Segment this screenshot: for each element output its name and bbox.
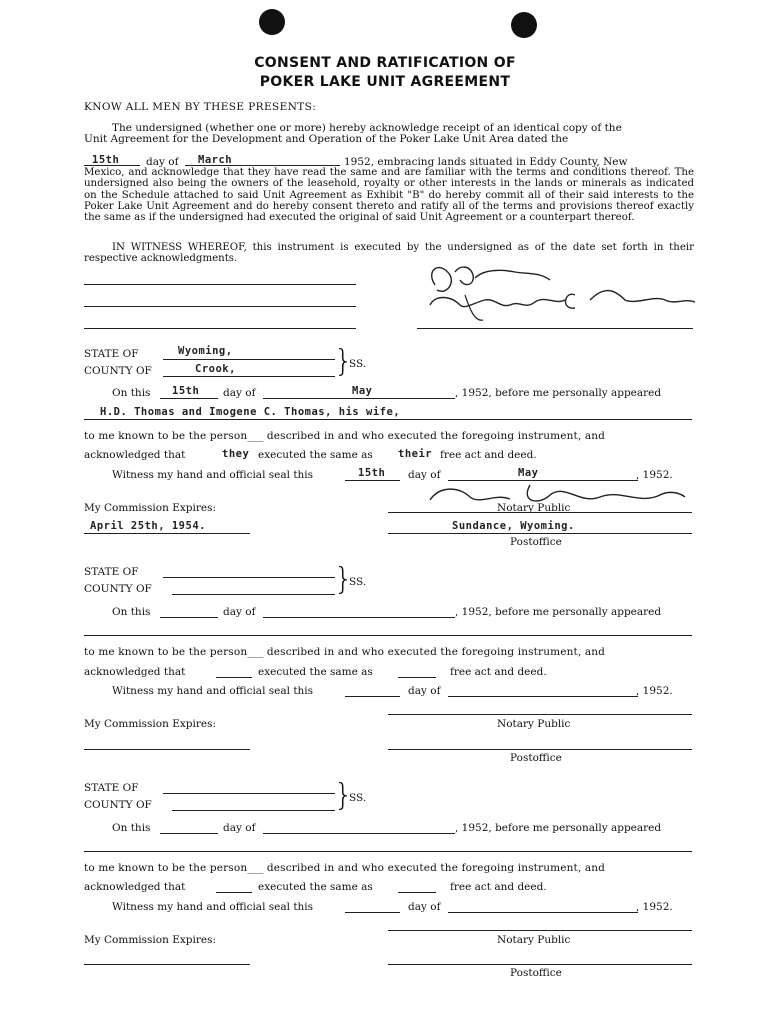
- para1-line1: The undersigned (whether one or more) hereby acknowledge receipt of an identical copy of the: [112, 122, 622, 134]
- ack2-on-this: On this: [112, 606, 151, 618]
- para1-line2: Unit Agreement for the Development and Operation of the Poker Lake Unit Area dated the: [84, 133, 569, 145]
- ack1-executed-same: executed the same as: [258, 449, 373, 461]
- ack2-commission: My Commission Expires:: [84, 718, 217, 730]
- ack3-county-label: COUNTY OF: [84, 799, 152, 811]
- ack3-appeared: , 1952, before me personally appeared: [455, 822, 662, 834]
- ack2-state-label: STATE OF: [84, 566, 139, 578]
- ack3-state-label: STATE OF: [84, 782, 139, 794]
- ack1-county-label: COUNTY OF: [84, 365, 152, 377]
- punch-hole-left: [259, 9, 285, 35]
- ack1-state-label: STATE OF: [84, 348, 139, 360]
- ack2-year-end: , 1952.: [636, 685, 673, 697]
- ack1-month: May: [352, 385, 373, 397]
- ack3-day-of: day of: [223, 822, 256, 834]
- signature-hd-thomas: [415, 250, 715, 325]
- ack2-executed-same: executed the same as: [258, 666, 373, 678]
- ack2-witness-hand: Witness my hand and official seal this: [112, 685, 314, 697]
- ack3-acknowledged: acknowledged that: [84, 881, 186, 893]
- ack1-they: they: [222, 448, 250, 460]
- ack1-day-of: day of: [223, 387, 256, 399]
- witness-paragraph: IN WITNESS WHEREOF, this instrument is executed by the undersigned as of the date set forth in their respective acknowledgments.: [84, 242, 694, 265]
- ack3-witness-hand: Witness my hand and official seal this: [112, 901, 314, 913]
- ack2-notary: Notary Public: [497, 718, 571, 730]
- punch-hole-right: [511, 12, 537, 38]
- ack2-appeared: , 1952, before me personally appeared: [455, 606, 662, 618]
- ack1-day: 15th: [172, 385, 200, 397]
- document-title-line2: POKER LAKE UNIT AGREEMENT: [259, 74, 511, 90]
- ack3-ss: SS.: [349, 792, 367, 804]
- know-all-men: KNOW ALL MEN BY THESE PRESENTS:: [84, 101, 317, 113]
- ack1-postoffice-label: Postoffice: [510, 536, 562, 548]
- ack1-postoffice: Sundance, Wyoming.: [452, 520, 575, 532]
- ack1-seal-month: May: [518, 467, 539, 479]
- ack1-witness-hand: Witness my hand and official seal this: [112, 469, 314, 481]
- ack2-seal-day-of: day of: [408, 685, 441, 697]
- ack1-persons: H.D. Thomas and Imogene C. Thomas, his wife,: [100, 406, 401, 418]
- ack3-brace: }: [334, 778, 354, 813]
- ack1-acknowledged: acknowledged that: [84, 449, 186, 461]
- para1-line3-first: 1952, embracing lands situated in Eddy County, New: [344, 156, 628, 168]
- ack1-known-line: to me known to be the person___ described in and who executed the foregoing instrument, and: [84, 430, 606, 442]
- ack2-free-act: free act and deed.: [450, 666, 547, 678]
- ack1-free-act: free act and deed.: [440, 449, 537, 461]
- ack1-state: Wyoming,: [178, 345, 233, 357]
- ack3-free-act: free act and deed.: [450, 881, 547, 893]
- ack2-known-line: to me known to be the person___ described in and who executed the foregoing instrument, and: [84, 646, 606, 658]
- ack1-year-end: , 1952.: [636, 469, 673, 481]
- ack2-ss: SS.: [349, 576, 367, 588]
- agreement-day: 15th: [92, 154, 120, 166]
- ack1-their: their: [398, 448, 433, 460]
- ack2-postoffice-label: Postoffice: [510, 752, 562, 764]
- ack2-brace: }: [334, 562, 354, 597]
- day-of-label: day of: [146, 156, 179, 168]
- ack1-brace: }: [334, 344, 354, 379]
- document-title-line1: CONSENT AND RATIFICATION OF: [254, 55, 516, 71]
- ack3-seal-day-of: day of: [408, 901, 441, 913]
- ack3-known-line: to me known to be the person___ described in and who executed the foregoing instrument, and: [84, 862, 606, 874]
- agreement-month: March: [198, 154, 233, 166]
- ack3-postoffice-label: Postoffice: [510, 967, 562, 979]
- ack1-expires: April 25th, 1954.: [90, 520, 206, 532]
- ack1-seal-day-of: day of: [408, 469, 441, 481]
- ack1-seal-day: 15th: [358, 467, 386, 479]
- ack1-on-this: On this: [112, 387, 151, 399]
- para1-body: Mexico, and acknowledge that they have read the same and are familiar with the terms and conditions thereof. The undersigned also being the owners of the leasehold, royalty or other interests in the lands or minerals as indicated on the Schedule attached to said Unit Agreement as Exhibit "B" do hereby commit all of their said interests to the Poker Lake Unit Agreement and do hereby consent thereto and ratify all of the terms and provisions thereof exactly the same as if the undersigned had executed the original of said Unit Agreement or a counterpart thereof.: [84, 167, 694, 224]
- ack1-county: Crook,: [195, 363, 236, 375]
- ack1-ss: SS.: [349, 358, 367, 370]
- ack1-appeared: , 1952, before me personally appeared: [455, 387, 662, 399]
- ack1-notary: Notary Public: [497, 502, 571, 514]
- ack3-year-end: , 1952.: [636, 901, 673, 913]
- ack3-notary: Notary Public: [497, 934, 571, 946]
- ack2-acknowledged: acknowledged that: [84, 666, 186, 678]
- ack2-county-label: COUNTY OF: [84, 583, 152, 595]
- ack3-commission: My Commission Expires:: [84, 934, 217, 946]
- ack2-day-of: day of: [223, 606, 256, 618]
- ack3-executed-same: executed the same as: [258, 881, 373, 893]
- ack3-on-this: On this: [112, 822, 151, 834]
- ack1-commission: My Commission Expires:: [84, 502, 217, 514]
